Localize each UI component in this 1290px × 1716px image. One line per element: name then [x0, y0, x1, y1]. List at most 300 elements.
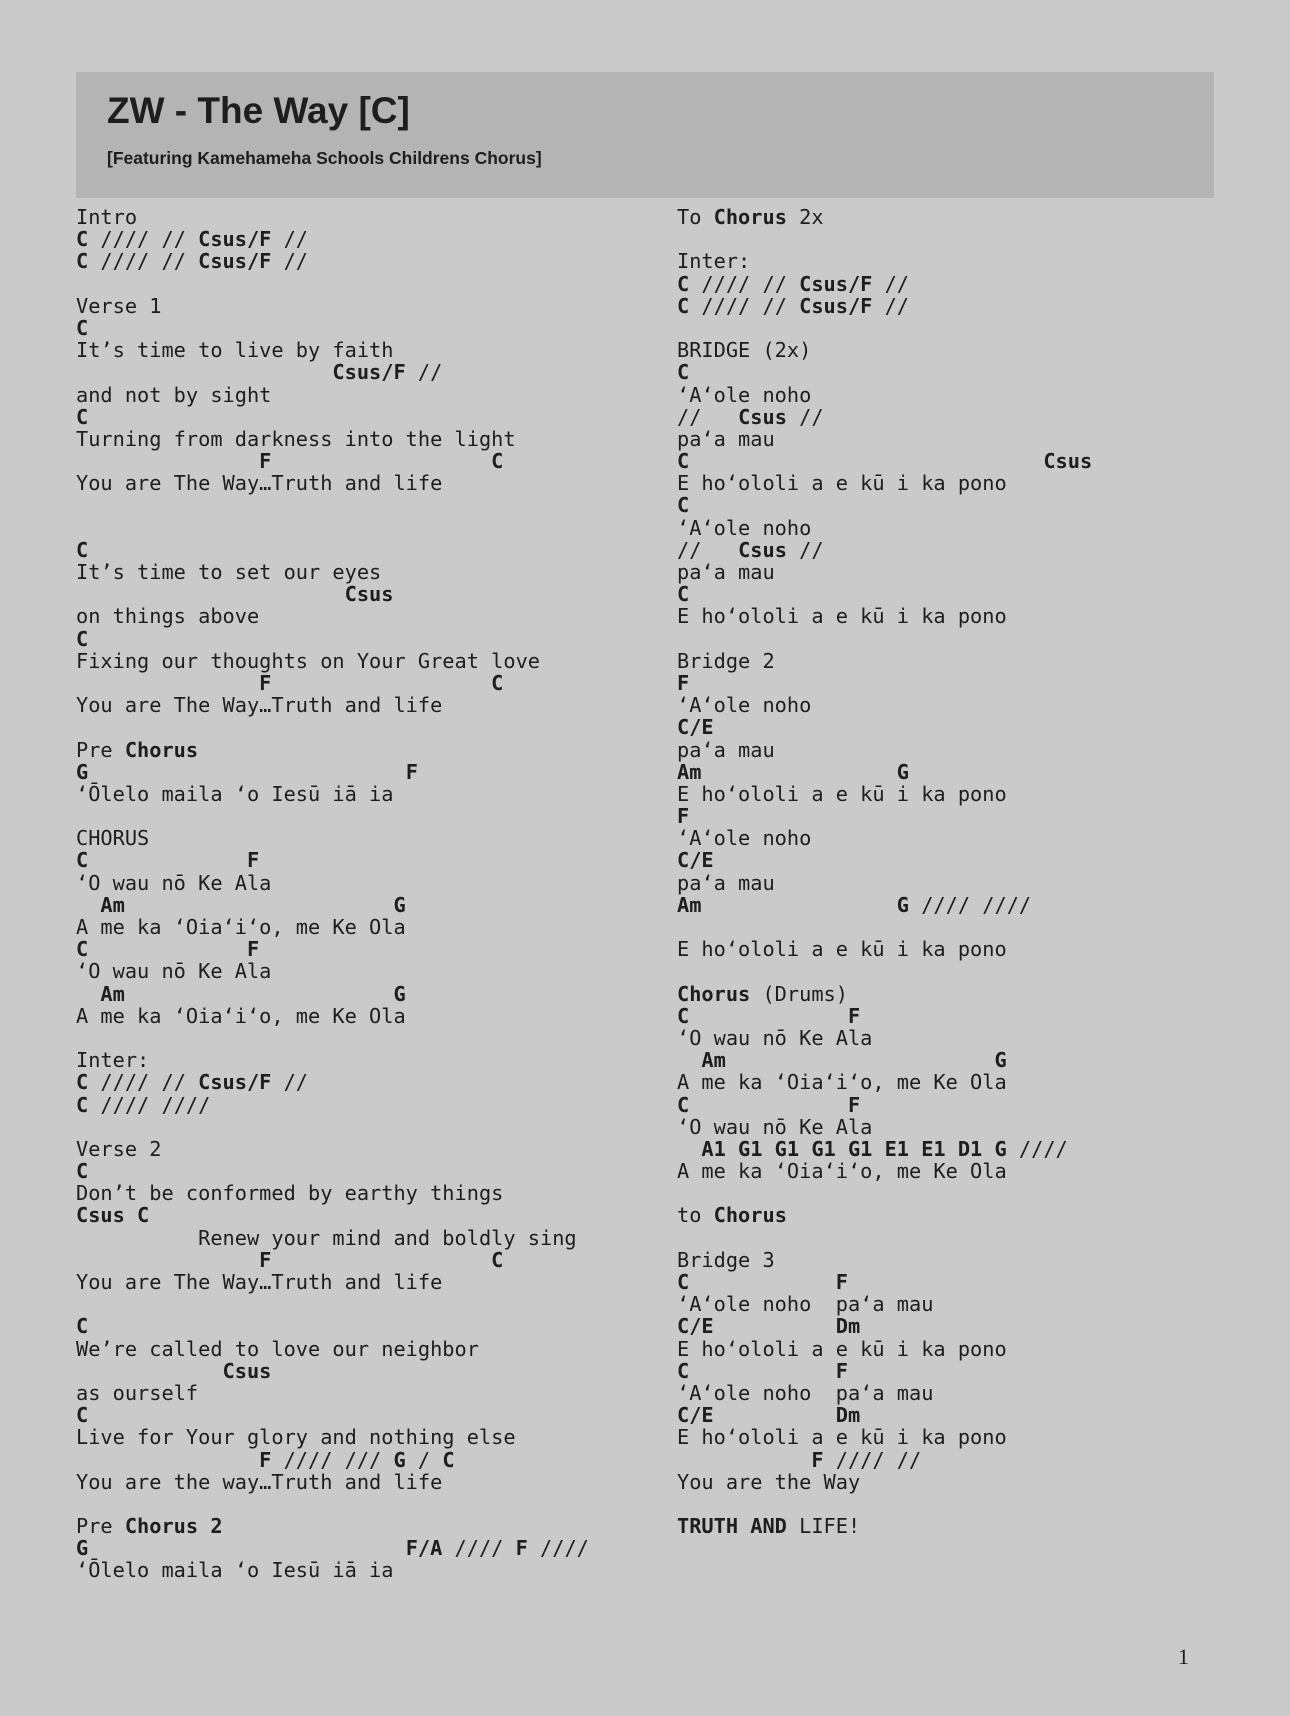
blank-line [677, 916, 1277, 938]
sheet-line [76, 1094, 656, 1116]
chord-text: C [677, 1092, 690, 1117]
lyric-text: LIFE! [786, 1514, 861, 1539]
chord-text: F [405, 759, 418, 784]
chord-text: Csus [1043, 449, 1093, 474]
sheet-line [677, 1160, 1277, 1182]
sheet-line [677, 1382, 1277, 1404]
sheet-line [76, 1204, 656, 1226]
sheet-line [76, 561, 656, 583]
lyric-text: Turning from darkness into the light [76, 426, 516, 451]
lyric-text: ‘A‘ole noho [677, 515, 812, 540]
sheet-line [677, 1204, 1277, 1226]
lyric-text: pa‘a mau [677, 560, 775, 584]
chord-text: C [491, 670, 504, 695]
sheet-line [677, 561, 1277, 583]
sheet-line [677, 983, 1277, 1005]
chord-text: F [515, 1536, 528, 1561]
lyric-text: Intro [76, 205, 138, 229]
blank-line [76, 273, 656, 295]
sheet-line [76, 628, 656, 650]
chord-text: F [259, 1247, 272, 1272]
lyric-text: // [786, 537, 824, 562]
lyric-text [714, 1314, 836, 1338]
sheet-line [677, 1049, 1277, 1071]
blank-line [76, 1027, 656, 1049]
lyric-text [76, 1448, 259, 1472]
chord-text: C [677, 582, 690, 607]
chord-text: Csus C [76, 1203, 150, 1228]
lyric-text: Live for Your glory and nothing else [76, 1425, 516, 1450]
sheet-line [76, 1537, 656, 1559]
lyric-text: ‘O wau nō Ke Ala [677, 1025, 873, 1050]
lyric-text: //// [442, 1536, 516, 1561]
chord-text: F [259, 449, 272, 474]
sheet-line [677, 716, 1277, 738]
chord-text: F [847, 1003, 861, 1028]
lyric-text: on things above [76, 604, 260, 629]
chord-text: C/E [677, 715, 714, 740]
sheet-line [677, 1271, 1277, 1293]
lyric-text: //// //// [909, 892, 1032, 917]
chord-text: F/A [405, 1536, 443, 1561]
chord-text: Dm [835, 1403, 861, 1428]
sheet-line [677, 938, 1277, 960]
sheet-line [677, 1094, 1277, 1116]
chord-text: G [76, 1536, 89, 1561]
lyric-text: ‘A‘ole noho pa‘a mau [677, 1292, 934, 1317]
chord-text: G [393, 1447, 406, 1472]
lyric-text [689, 1093, 848, 1117]
blank-line [76, 716, 656, 738]
lyric-text: BRIDGE (2x) [677, 338, 812, 363]
chord-text: C [76, 1070, 89, 1095]
chord-text: C [76, 1403, 89, 1428]
chord-text: C [76, 1092, 89, 1117]
sheet-line [677, 1404, 1277, 1426]
chord-text: C [677, 493, 690, 518]
lyric-text [271, 449, 491, 473]
lyric-text [88, 937, 247, 961]
lyric-text: Pre [76, 737, 125, 762]
sheet-line [677, 1338, 1277, 1360]
chord-text: C [76, 315, 89, 340]
lyric-text: (Drums) [750, 981, 848, 1006]
blank-line [677, 960, 1277, 982]
lyric-text: You are The Way…Truth and life [76, 471, 443, 496]
chord-text: C [76, 937, 89, 962]
chord-text: G [994, 1048, 1007, 1073]
lyric-text: to [677, 1203, 714, 1228]
sheet-line [76, 228, 656, 250]
lyric-text: E ho‘ololi a e kū i ka pono [677, 781, 1007, 806]
lyric-text: // [271, 249, 309, 274]
lyric-text: // [271, 1070, 309, 1095]
sheet-line [76, 250, 656, 272]
blank-line [677, 1182, 1277, 1204]
sheet-line [677, 1360, 1277, 1382]
chord-text: C [76, 227, 89, 252]
lyric-text: and not by sight [76, 382, 272, 407]
chord-text: F [835, 1358, 848, 1383]
sheet-line [677, 384, 1277, 406]
sheet-line [677, 206, 1277, 228]
sheet-line [677, 1249, 1277, 1271]
lyric-text [76, 893, 100, 917]
sheet-line [76, 938, 656, 960]
sheet-line [76, 1471, 656, 1493]
chord-text: Am [100, 892, 125, 917]
chord-text: Dm [835, 1314, 861, 1339]
sheet-line [76, 916, 656, 938]
sheet-line [677, 1515, 1277, 1537]
lyric-text: //// // [689, 293, 800, 318]
lyric-text [76, 1248, 259, 1272]
chord-text: F [259, 670, 272, 695]
sheet-line [76, 1182, 656, 1204]
lyric-text: E ho‘ololi a e kū i ka pono [677, 1425, 1007, 1450]
left-column [76, 206, 656, 1582]
chord-text: C [677, 360, 690, 385]
lyric-text: E ho‘ololi a e kū i ka pono [677, 471, 1007, 496]
chord-text: Chorus 2 [124, 1514, 223, 1539]
sheet-line [76, 539, 656, 561]
lyric-text: You are the way…Truth and life [76, 1469, 443, 1494]
chord-text: C [76, 537, 89, 562]
sheet-line [76, 317, 656, 339]
chord-text: F [835, 1270, 848, 1294]
lyric-text [88, 760, 405, 784]
sheet-line [76, 1071, 656, 1093]
lyric-text: ‘A‘ole noho pa‘a mau [677, 1380, 934, 1405]
song-title: ZW - The Way [C] [107, 90, 410, 131]
lyric-text [689, 449, 1043, 473]
chord-text: F [246, 937, 260, 962]
chord-text: Csus/F [198, 249, 272, 274]
chord-text: C [677, 1003, 690, 1028]
chord-text: C [491, 1247, 504, 1272]
lyric-text: //// // [88, 227, 199, 252]
lyric-text: // [677, 404, 739, 429]
lyric-text [677, 1448, 811, 1472]
lyric-text [88, 848, 247, 872]
lyric-text: Verse 2 [76, 1136, 162, 1161]
sheet-line [76, 1426, 656, 1448]
lyric-text: Verse 1 [76, 293, 162, 318]
sheet-line [677, 428, 1277, 450]
chord-text: Csus [344, 582, 394, 607]
lyric-text: ‘Ōlelo maila ‘o Iesū iā ia [76, 1558, 394, 1583]
blank-line [76, 805, 656, 827]
blank-line [76, 1293, 656, 1315]
lyric-text: pa‘a mau [677, 870, 775, 895]
chord-text: Csus [738, 404, 787, 429]
lyric-text: CHORUS [76, 826, 150, 851]
chord-text: Chorus [677, 981, 751, 1006]
sheet-line [677, 361, 1277, 383]
lyric-text [677, 1137, 701, 1161]
lyric-text: ‘A‘ole noho [677, 382, 812, 407]
sheet-line [76, 361, 656, 383]
chord-text: Csus/F [332, 360, 406, 385]
lyric-text [76, 360, 332, 384]
chord-text: C/E [677, 848, 714, 873]
sheet-line [76, 1315, 656, 1337]
chord-text: C [76, 1314, 89, 1339]
chord-text: G [393, 892, 406, 917]
lyric-text: A me ka ‘Oia‘i‘o, me Ke Ola [76, 915, 406, 939]
sheet-line [76, 472, 656, 494]
sheet-line [76, 650, 656, 672]
sheet-line [76, 583, 656, 605]
lyric-text: To [677, 205, 714, 229]
lyric-text [701, 893, 896, 917]
chord-text: Chorus [124, 737, 199, 762]
lyric-text [689, 1359, 836, 1383]
sheet-line [76, 1227, 656, 1249]
chord-text: C/E [677, 1314, 714, 1339]
sheet-line [76, 960, 656, 982]
sheet-line [76, 983, 656, 1005]
lyric-text: Inter: [76, 1048, 150, 1073]
sheet-line [76, 450, 656, 472]
lyric-text: Bridge 3 [677, 1247, 775, 1272]
sheet-line [76, 894, 656, 916]
lyric-text: //// // [88, 249, 199, 274]
lyric-text: ‘O wau nō Ke Ala [76, 959, 272, 984]
sheet-line [677, 1315, 1277, 1337]
chord-text: Chorus [713, 1203, 787, 1228]
chord-text: C [76, 626, 89, 651]
sheet-line [677, 450, 1277, 472]
sheet-line [677, 1138, 1277, 1160]
lyric-text: //// // [88, 1070, 199, 1095]
lyric-text [689, 1270, 836, 1294]
lyric-text: //// //// [88, 1092, 211, 1117]
lyric-text: // [786, 404, 824, 429]
blank-line [677, 1227, 1277, 1249]
lyric-text [726, 1048, 995, 1072]
chord-text: Am [701, 1048, 726, 1073]
lyric-text: pa‘a mau [677, 426, 775, 451]
chord-text: C [677, 1358, 690, 1383]
lyric-text: You are The Way…Truth and life [76, 693, 443, 718]
lyric-text [88, 1536, 405, 1560]
lyric-text: as ourself [76, 1380, 199, 1405]
sheet-line [677, 494, 1277, 516]
sheet-line [677, 539, 1277, 561]
sheet-line [677, 872, 1277, 894]
lyric-text: It’s time to live by faith [76, 338, 394, 363]
lyric-text [76, 671, 259, 695]
lyric-text: // [872, 293, 910, 318]
sheet-line [76, 339, 656, 361]
lyric-text: You are The Way…Truth and life [76, 1270, 443, 1294]
sheet-line [76, 1404, 656, 1426]
sheet-line [677, 650, 1277, 672]
blank-line [677, 228, 1277, 250]
sheet-line [76, 827, 656, 849]
chord-text: Csus [222, 1358, 272, 1383]
lyric-text: We’re called to love our neighbor [76, 1336, 479, 1361]
sheet-line [677, 1005, 1277, 1027]
lyric-text [677, 1048, 701, 1072]
sheet-line [76, 1382, 656, 1404]
lyric-text: //// /// [271, 1447, 394, 1472]
sheet-line [677, 849, 1277, 871]
lyric-text [76, 1359, 223, 1383]
chord-text: TRUTH AND [677, 1514, 787, 1539]
lyric-text: ‘O wau nō Ke Ala [76, 870, 272, 895]
lyric-text: / [405, 1447, 443, 1472]
sheet-line [677, 783, 1277, 805]
chord-text: C [677, 293, 690, 318]
chord-text: C/E [677, 1403, 714, 1428]
blank-line [76, 1493, 656, 1515]
blank-line [76, 517, 656, 539]
sheet-line [76, 1249, 656, 1271]
sheet-line [677, 761, 1277, 783]
lyric-text: ‘A‘ole noho [677, 826, 812, 851]
chord-text: F [246, 848, 260, 873]
chord-text: C [442, 1447, 455, 1472]
chord-text: C [491, 449, 504, 474]
sheet-line [677, 1027, 1277, 1049]
chord-text: Csus/F [198, 227, 272, 252]
lyric-text: Don’t be conformed by earthy things [76, 1181, 504, 1206]
sheet-line [76, 783, 656, 805]
chord-text: C [677, 271, 690, 296]
lyric-text: //// [527, 1536, 589, 1561]
sheet-line [76, 761, 656, 783]
lyric-text: // [872, 271, 910, 296]
chord-text: F [677, 670, 690, 695]
title-banner [76, 72, 1214, 198]
lyric-text [701, 760, 896, 784]
blank-line [677, 1493, 1277, 1515]
sheet-line [76, 739, 656, 761]
lyric-text: Pre [76, 1514, 125, 1539]
sheet-line [677, 1293, 1277, 1315]
sheet-line [76, 694, 656, 716]
lyric-text: You are the Way [677, 1469, 861, 1494]
lyric-text: //// // [823, 1447, 922, 1472]
sheet-line [677, 739, 1277, 761]
sheet-line [677, 1071, 1277, 1093]
chord-text: Am [100, 981, 125, 1006]
right-column [677, 206, 1277, 1537]
sheet-line [677, 1471, 1277, 1493]
chord-text: Csus/F [198, 1070, 272, 1095]
sheet-line [677, 583, 1277, 605]
lyric-text: It’s time to set our eyes [76, 560, 382, 584]
lyric-text: Fixing our thoughts on Your Great love [76, 648, 540, 673]
lyric-text: E ho‘ololi a e kū i ka pono [677, 604, 1007, 629]
lyric-text: Renew your mind and boldly sing [76, 1225, 577, 1250]
chord-text: F [847, 1092, 861, 1117]
sheet-line [677, 805, 1277, 827]
song-subtitle: [Featuring Kamehameha Schools Childrens Chorus] [107, 148, 542, 168]
sheet-line [76, 1160, 656, 1182]
sheet-line [76, 406, 656, 428]
sheet-line [677, 250, 1277, 272]
sheet-line [76, 206, 656, 228]
page-number: 1 [1178, 1644, 1189, 1669]
sheet-line [76, 1449, 656, 1471]
sheet-line [76, 872, 656, 894]
lyric-text: // [271, 227, 309, 252]
sheet-line [76, 1559, 656, 1581]
blank-line [677, 628, 1277, 650]
chord-text: C [76, 1159, 89, 1184]
sheet-line [76, 295, 656, 317]
lyric-text [125, 893, 394, 917]
sheet-line [76, 1338, 656, 1360]
lyric-text: // [405, 360, 443, 385]
lyric-text: A me ka ‘Oia‘i‘o, me Ke Ola [677, 1159, 1007, 1184]
sheet-line [677, 672, 1277, 694]
sheet-line [677, 339, 1277, 361]
lyric-text: A me ka ‘Oia‘i‘o, me Ke Ola [677, 1070, 1007, 1095]
chord-text: C [76, 848, 89, 873]
chord-text: C [76, 249, 89, 274]
sheet-line [76, 1271, 656, 1293]
sheet-line [76, 1360, 656, 1382]
sheet-line [677, 1116, 1277, 1138]
chord-text: G [896, 759, 910, 784]
chord-text: Csus/F [799, 271, 873, 296]
lyric-text: Bridge 2 [677, 648, 775, 673]
chord-text: Am [677, 759, 702, 784]
chord-text: Am [677, 892, 702, 917]
chord-text: A1 G1 G1 G1 G1 E1 E1 D1 G [701, 1136, 1007, 1161]
sheet-line [76, 605, 656, 627]
lyric-text: 2x [786, 205, 824, 229]
sheet-line [76, 1515, 656, 1537]
lyric-text: // [677, 537, 739, 562]
sheet-line [677, 1426, 1277, 1448]
sheet-line [76, 428, 656, 450]
chord-text: Csus/F [799, 293, 873, 318]
lyric-text: E ho‘ololi a e kū i ka pono [677, 1336, 1007, 1361]
lyric-text: ‘O wau nō Ke Ala [677, 1114, 873, 1139]
lyric-text [125, 982, 394, 1006]
chord-text: F [811, 1447, 824, 1472]
sheet-line [76, 672, 656, 694]
chord-text: F [677, 804, 690, 829]
chord-text: G [76, 759, 89, 784]
sheet-line [677, 406, 1277, 428]
chord-text: C [76, 404, 89, 429]
lyric-text [271, 1248, 491, 1272]
sheet-line [677, 517, 1277, 539]
lyric-text [714, 1403, 836, 1427]
lyric-text: A me ka ‘Oia‘i‘o, me Ke Ola [76, 1003, 406, 1028]
lyric-text: Inter: [677, 249, 751, 274]
sheet-line [677, 694, 1277, 716]
lyric-text [76, 582, 345, 606]
sheet-line [677, 827, 1277, 849]
lyric-text: //// // [689, 271, 800, 296]
lyric-text: ‘A‘ole noho [677, 693, 812, 718]
chord-text: F [259, 1447, 272, 1472]
chord-text: G [896, 892, 910, 917]
sheet-line [76, 1049, 656, 1071]
lyric-text: E ho‘ololi a e kū i ka pono [677, 937, 1007, 962]
sheet-line [677, 273, 1277, 295]
lyric-text: pa‘a mau [677, 737, 775, 762]
sheet-line [677, 894, 1277, 916]
sheet-line [76, 1005, 656, 1027]
